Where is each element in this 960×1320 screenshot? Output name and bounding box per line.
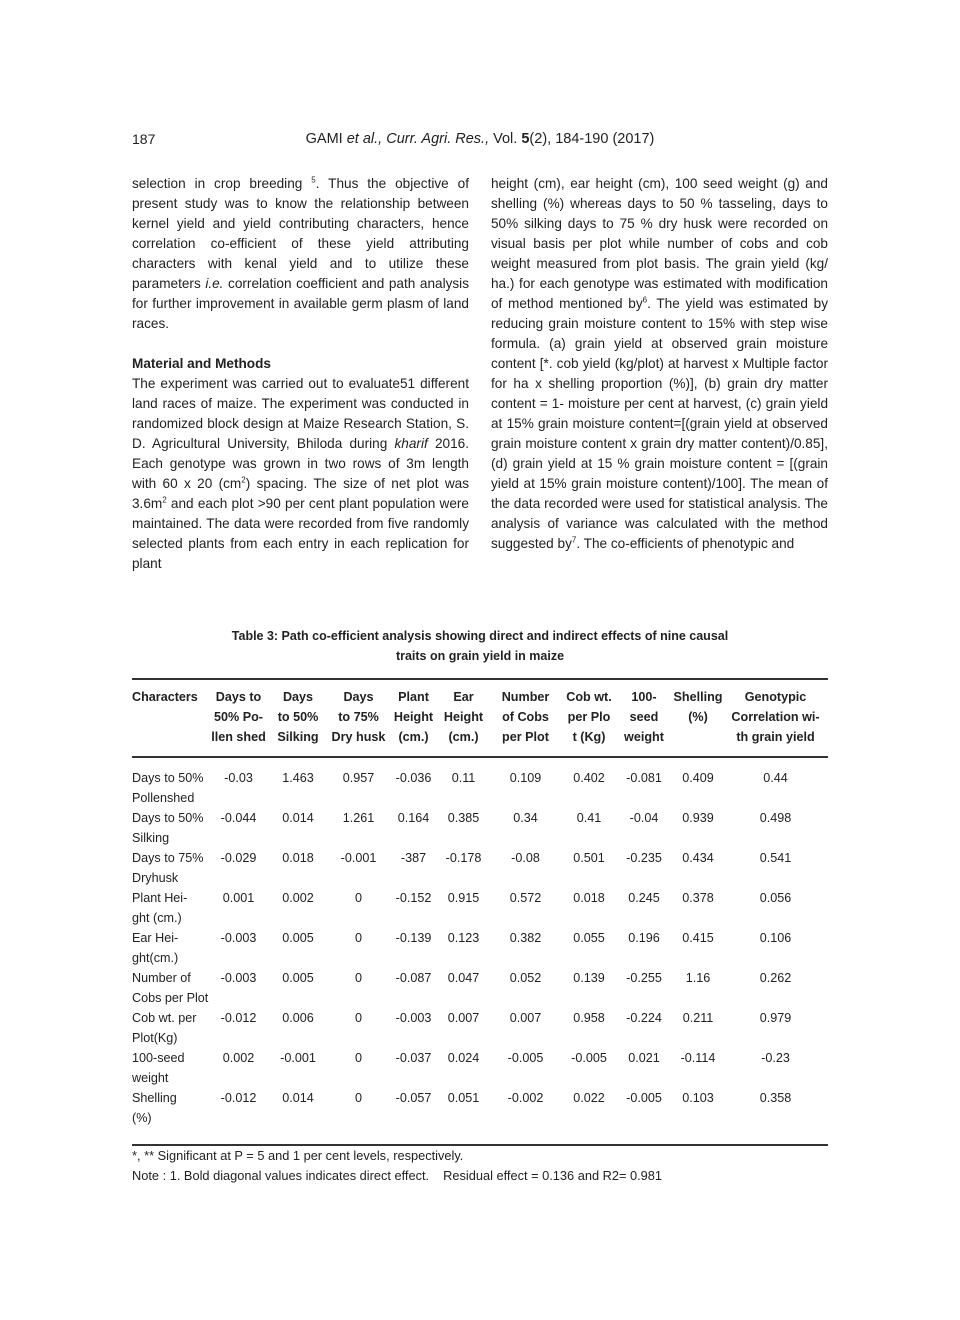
row-label: Shelling (%)	[132, 1091, 177, 1125]
table-cell: 0.382	[509, 931, 542, 945]
table-row	[132, 808, 828, 848]
table-cell: 0.014	[282, 811, 314, 825]
table-cell: -0.152	[395, 891, 432, 905]
table-cell: 0.051	[447, 1091, 480, 1105]
table-cell: -0.139	[395, 931, 432, 945]
path-coefficient-table	[132, 678, 828, 1146]
table-cell: 0.358	[759, 1091, 792, 1105]
table-cell: -0.255	[626, 971, 662, 985]
column-header: Characters	[132, 690, 198, 704]
methods-paragraph-continued: height (cm), ear height (cm), 100 seed weight (g) and shelling (%) whereas days to 50 % tasseling, days to 50% silking days to 75 % dry husk were recorded on visual basis per plot while number of cobs and cob weight measured from plot basis. The grain yield (kg/ ha.) for each genotype was estimated with modification of method mentioned $by^6$. The yield was estimated by reducing grain moisture content to 15% with step wise formula. (a) grain yield at observed grain moisture content [*. cob yield (kg/plot) at harvest x Multiple factor for ha x shelling proportion (%)], (b) grain dry matter content = 1- moisture per cent at harvest, (c) grain yield at 15% grain moisture content=[(grain yield at observed grain moisture content x grain dry matter content)/0.85], (d) grain yield at 15 % grain moisture content = [(grain yield at 15% grain moisture content)/100]. The mean of the data recorded were used for statistical analysis. The analysis of variance was calculated with the method suggested $by^7$. The co-efficients of phenotypic and	[491, 176, 828, 551]
row-label: 100-seed weight	[132, 1051, 185, 1085]
table-cell: -387	[400, 851, 427, 865]
table-cell: -0.114	[680, 1051, 716, 1065]
table-cell: -0.005	[507, 1051, 544, 1065]
table-row	[132, 968, 828, 1008]
table-cell: 0.002	[282, 891, 314, 905]
reference-mark: 7	[571, 535, 577, 545]
table-cell: -0.03	[224, 771, 253, 785]
table-cell: 0.434	[682, 851, 714, 865]
table-cell: 0.34	[513, 811, 538, 825]
column-header: Genotypic Correlation wi- th grain yield	[731, 690, 820, 744]
table-cell: 0.957	[342, 771, 375, 785]
table-cell: -0.029	[220, 851, 257, 865]
table-cell: 0.44	[763, 771, 788, 785]
column-header: Number of Cobs per Plot	[501, 690, 550, 744]
table-cell: 0	[354, 1051, 362, 1065]
table-caption-line: traits on grain yield in maize	[395, 649, 565, 663]
table-cell: -0.001	[280, 1051, 316, 1065]
table-cell: -0.087	[395, 971, 432, 985]
table-cell: 0.052	[509, 971, 542, 985]
table-cell: 0.007	[509, 1011, 542, 1025]
table-header	[132, 679, 828, 757]
table-cell: 0.196	[628, 931, 660, 945]
row-label: Days to 50% Silking	[132, 811, 204, 845]
table-note: Note : 1. Bold diagonal values indicates direct effect. Residual effect = 0.136 and R2= 0.981	[132, 1168, 663, 1183]
intro-paragraph: selection in crop breeding $^5$. Thus the objective of present study was to know the relationship between kernel yield and yield contributing characters, hence correlation co-efficient of these yield attributing characters with kenal yield and to utilize these parameters i.e. correlation coefficient and path analysis for further improvement in available germ plasm of land races.	[132, 175, 470, 331]
table-cell: -0.057	[395, 1091, 432, 1105]
table-cell: -0.044	[220, 811, 257, 825]
significance-note: *, ** Significant at P = 5 and 1 per cent levels, respectively.	[132, 1148, 464, 1163]
table-cell: -0.012	[220, 1091, 257, 1105]
reference-mark: 6	[642, 295, 648, 305]
column-header: Days to 50% Silking	[277, 690, 319, 744]
table-cell: -0.003	[220, 971, 257, 985]
table-cell: 0.123	[447, 931, 480, 945]
table-cell: 0.139	[573, 971, 605, 985]
table-cell: 0.501	[573, 851, 605, 865]
table-cell: 0.024	[447, 1051, 480, 1065]
table-cell: -0.081	[626, 771, 662, 785]
table-cell: 0.164	[397, 811, 430, 825]
column-header: Plant Height (cm.)	[393, 690, 434, 744]
table-cell: 0	[354, 971, 362, 985]
table-cell: 0.014	[282, 1091, 314, 1105]
table-cell: 0.211	[682, 1011, 714, 1025]
table-cell: 0.103	[682, 1091, 714, 1105]
table-cell: 0.245	[628, 891, 660, 905]
table-cell: 0.109	[509, 771, 542, 785]
column-header: Shelling (%)	[673, 690, 723, 724]
table-cell: 0.006	[282, 1011, 314, 1025]
section-heading: Material and Methods	[132, 356, 271, 371]
row-label: Cob wt. per Plot(Kg)	[132, 1011, 197, 1045]
table-cell: 0.498	[759, 811, 792, 825]
table-cell: 0.002	[222, 1051, 255, 1065]
table-cell: 0	[354, 931, 362, 945]
table-cell: 0.007	[447, 1011, 480, 1025]
table-cell: -0.08	[511, 851, 540, 865]
volume-label: Vol.	[493, 131, 518, 147]
column-header: Days to 50% Po- llen shed	[211, 690, 266, 744]
table-cell: -0.001	[340, 851, 377, 865]
row-label: Days to 75% Dryhusk	[132, 851, 204, 885]
table-cell: 0.915	[447, 891, 480, 905]
methods-paragraph: The experiment was carried out to evaluate51 different land races of maize. The experiment was conducted in randomized block design at Maize Research Station, S. D. Agricultural University, Bhiloda during kharif 2016. Each genotype was grown in two rows of 3m length with 60 x 20 $(cm^2)$ spacing. The size of net plot was $3.6m^2$ and each plot >90 per cent plant population were maintained. The data were recorded from five randomly selected plants from each entry in each replication for plant	[132, 376, 469, 571]
table-caption	[132, 626, 828, 666]
table-notes	[132, 1146, 828, 1186]
table-row	[132, 1048, 828, 1088]
table-cell: 0	[354, 1091, 362, 1105]
table-cell: 1.463	[282, 771, 314, 785]
table-cell: 0.001	[222, 891, 255, 905]
column-header: Ear Height (cm.)	[443, 690, 484, 744]
row-label: Number of Cobs per Plot	[132, 971, 209, 1005]
table-cell: 0.409	[682, 771, 714, 785]
reference-mark: 5	[311, 175, 316, 185]
table-cell: 0.018	[282, 851, 314, 865]
table-cell: 0.021	[628, 1051, 660, 1065]
et-al: et al.,	[346, 131, 383, 147]
left-column	[132, 174, 469, 574]
table-cell: 0.415	[682, 931, 714, 945]
table-cell: -0.036	[395, 771, 432, 785]
table-cell: 0.385	[447, 811, 480, 825]
table-cell: -0.23	[761, 1051, 790, 1065]
table-cell: 0.958	[573, 1011, 605, 1025]
table-body	[132, 757, 828, 1145]
table-cell: -0.224	[626, 1011, 662, 1025]
running-head	[0, 131, 960, 147]
table-cell: -0.012	[220, 1011, 257, 1025]
table-cell: 0.11	[451, 771, 476, 785]
table-caption-line: Table 3: Path co-efficient analysis showing direct and indirect effects of nine causal	[231, 629, 729, 643]
table-cell: -0.002	[507, 1091, 544, 1105]
table-cell: 0.541	[759, 851, 792, 865]
column-header: Days to 75% Dry husk	[331, 690, 386, 744]
table-cell: 1.261	[342, 811, 375, 825]
table-cell: -0.003	[395, 1011, 432, 1025]
table-cell: -0.037	[395, 1051, 432, 1065]
table-cell: 0.262	[759, 971, 792, 985]
table-row	[132, 1088, 828, 1145]
table-cell: -0.178	[445, 851, 482, 865]
table-cell: 0.022	[573, 1091, 605, 1105]
table-cell: 0.979	[759, 1011, 792, 1025]
table-cell: 0.572	[509, 891, 542, 905]
table-cell: 0.055	[573, 931, 605, 945]
row-label: Plant Hei- ght (cm.)	[132, 891, 188, 925]
author: GAMI	[305, 131, 343, 147]
column-header: Cob wt. per Plo t (Kg)	[566, 690, 612, 744]
issue-pages-year: (2), 184-190 (2017)	[529, 131, 655, 147]
page-number: 187	[132, 131, 156, 147]
journal-name: Curr. Agri. Res.,	[386, 131, 490, 147]
table-row	[132, 848, 828, 888]
table-cell: 0.378	[682, 891, 714, 905]
table-cell: 1.16	[685, 971, 711, 985]
table-cell: -0.005	[626, 1091, 662, 1105]
right-column	[491, 174, 828, 554]
table-cell: 0.005	[282, 931, 314, 945]
table-cell: -0.235	[626, 851, 662, 865]
table-cell: 0.056	[759, 891, 792, 905]
row-label: Days to 50% Pollenshed	[132, 771, 204, 805]
table-cell: 0.018	[573, 891, 605, 905]
row-label: Ear Hei- ght(cm.)	[132, 931, 179, 965]
table-cell: -0.003	[220, 931, 257, 945]
table-cell: 0	[354, 891, 362, 905]
table-cell: 0	[354, 1011, 362, 1025]
table-cell: 0.005	[282, 971, 314, 985]
column-header: 100- seed weight	[624, 690, 664, 744]
table-row	[132, 757, 828, 808]
table-cell: 0.047	[447, 971, 480, 985]
table-row	[132, 1008, 828, 1048]
table-cell: 0.106	[759, 931, 792, 945]
table-cell: -0.005	[571, 1051, 607, 1065]
table-cell: 0.939	[682, 811, 714, 825]
table-cell: 0.41	[576, 811, 602, 825]
volume-number: 5	[521, 131, 530, 147]
table-row	[132, 888, 828, 928]
table-cell: -0.04	[629, 811, 659, 825]
table-row	[132, 928, 828, 968]
table-cell: 0.402	[573, 771, 605, 785]
